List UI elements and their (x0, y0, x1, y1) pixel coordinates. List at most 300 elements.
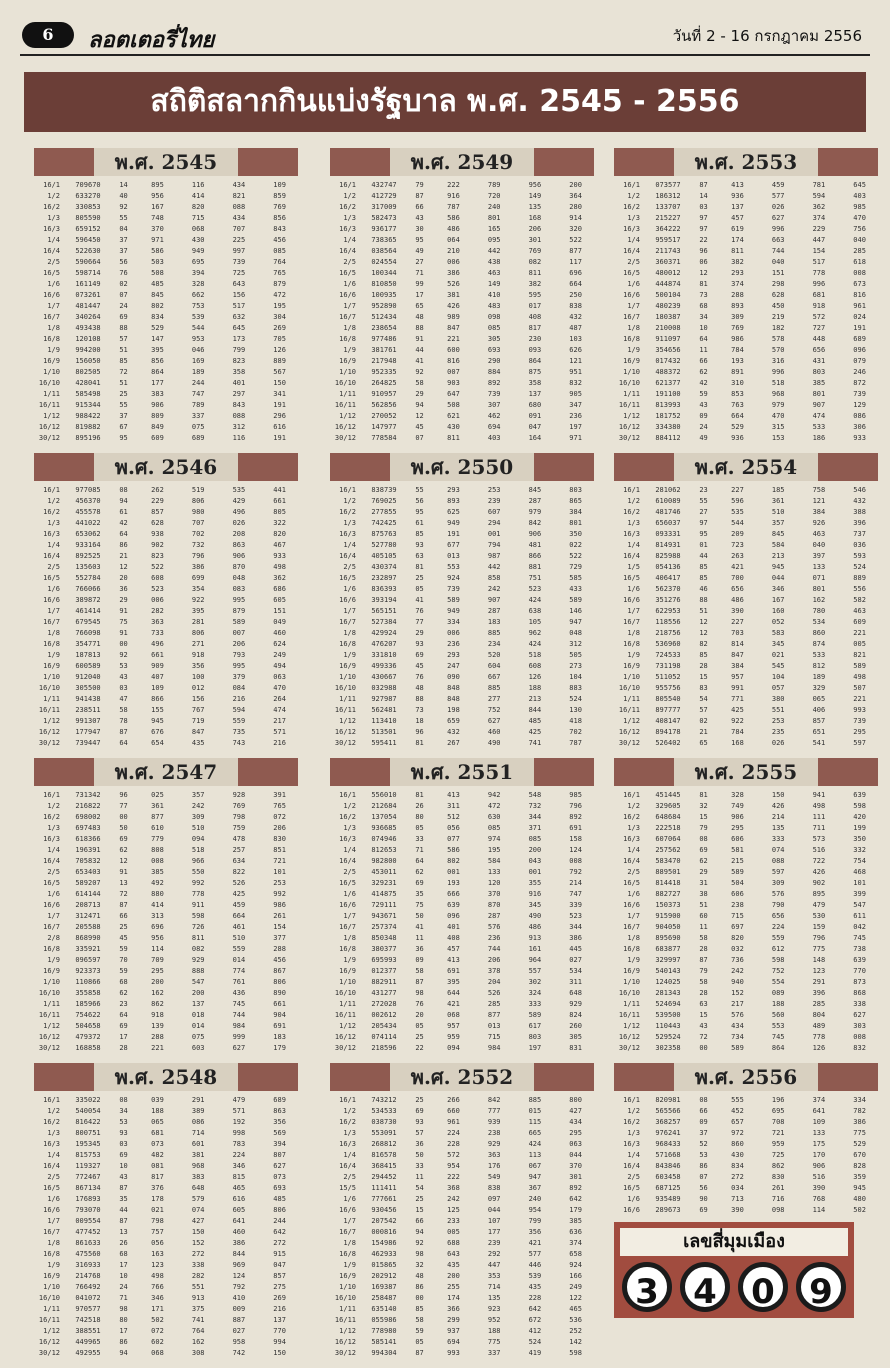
two-digit-cell: 32 (415, 1260, 424, 1269)
three-digit-front-2-cell: 156 (191, 694, 205, 703)
two-digit-cell: 57 (415, 1128, 424, 1137)
three-digit-back-2-cell: 624 (273, 639, 286, 648)
three-digit-back-2-cell: 359 (853, 1172, 866, 1181)
table-row (32, 572, 300, 583)
table-row (328, 1105, 596, 1116)
draw-date-cell: 1/9 (343, 345, 356, 354)
two-digit-cell: 98 (415, 988, 424, 997)
first-prize-cell: 565151 (371, 606, 397, 615)
three-digit-front-1-cell: 385 (151, 867, 164, 876)
three-digit-back-1-cell: 460 (232, 1227, 246, 1236)
three-digit-front-1-cell: 414 (151, 900, 164, 909)
three-digit-back-1-cell: 732 (528, 801, 542, 810)
three-digit-back-1-cell: 641 (812, 1106, 826, 1115)
table-row (328, 671, 596, 682)
three-digit-back-2-cell: 873 (853, 977, 866, 986)
draw-date-cell: 30/12 (38, 1043, 60, 1052)
two-digit-cell: 91 (119, 606, 128, 615)
three-digit-back-1-cell: 192 (232, 1117, 246, 1126)
three-digit-back-1-cell: 213 (528, 694, 542, 703)
draw-date-cell: 16/11 (618, 705, 640, 714)
three-digit-back-1-cell: 969 (232, 1260, 246, 1269)
three-digit-front-2-cell: 789 (487, 180, 501, 189)
draw-date-cell: 2/5 (47, 257, 60, 266)
two-digit-cell: 11 (415, 1172, 424, 1181)
three-digit-back-2-cell: 362 (273, 573, 286, 582)
first-prize-cell: 329231 (371, 878, 397, 887)
three-digit-front-1-cell: 691 (447, 966, 460, 975)
three-digit-back-1-cell: 200 (528, 845, 542, 854)
three-digit-back-1-cell: 173 (232, 334, 246, 343)
draw-date-cell: 16/5 (339, 573, 356, 582)
draw-date-cell: 1/11 (43, 389, 60, 398)
three-digit-back-2-cell: 821 (853, 650, 866, 659)
two-digit-cell: 49 (699, 433, 708, 442)
two-digit-cell: 68 (119, 1249, 128, 1258)
draw-date-cell: 1/12 (339, 1021, 356, 1030)
three-digit-back-2-cell: 403 (853, 191, 866, 200)
first-prize-cell: 205434 (371, 1021, 397, 1030)
three-digit-front-2-cell: 026 (771, 738, 785, 747)
three-digit-back-1-cell: 895 (812, 889, 826, 898)
first-prize-cell: 218596 (371, 1043, 397, 1052)
three-digit-back-1-cell: 739 (232, 257, 246, 266)
draw-date-cell: 1/2 (627, 1106, 640, 1115)
three-digit-front-2-cell: 305 (487, 334, 501, 343)
three-digit-back-1-cell: 879 (232, 606, 246, 615)
draw-date-cell: 1/12 (339, 716, 356, 725)
draw-date-cell: 16/8 (43, 334, 60, 343)
draw-date-cell: 2/5 (343, 257, 356, 266)
three-digit-front-2-cell: 395 (191, 606, 205, 615)
table-row (612, 899, 880, 910)
three-digit-back-1-cell: 197 (528, 1043, 542, 1052)
three-digit-back-1-cell: 783 (232, 1139, 246, 1148)
table-row (612, 1182, 880, 1193)
publication-name: ลอตเตอรี่ไทย (88, 27, 215, 53)
draw-date-cell: 1/11 (339, 694, 356, 703)
three-digit-back-2-cell: 661 (273, 496, 286, 505)
three-digit-back-2-cell: 883 (569, 683, 582, 692)
three-digit-back-1-cell: 526 (232, 878, 246, 887)
year-heading-band (34, 148, 298, 176)
three-digit-front-1-cell: 864 (151, 367, 164, 376)
three-digit-back-2-cell: 073 (273, 1172, 286, 1181)
draw-date-cell: 1/8 (47, 628, 60, 637)
three-digit-front-1-cell: 346 (151, 1293, 164, 1302)
three-digit-front-2-cell: 806 (191, 496, 205, 505)
three-digit-back-2-cell: 627 (853, 1010, 866, 1019)
two-digit-cell: 00 (119, 639, 128, 648)
three-digit-front-2-cell: 298 (771, 279, 785, 288)
three-digit-back-2-cell: 642 (569, 1194, 582, 1203)
three-digit-back-1-cell: 116 (232, 433, 246, 442)
three-digit-front-2-cell: 427 (191, 1216, 205, 1225)
two-digit-cell: 51 (119, 345, 128, 354)
three-digit-back-2-cell: 101 (853, 878, 866, 887)
table-row (32, 1303, 300, 1314)
three-digit-back-1-cell: 616 (232, 1194, 246, 1203)
first-prize-cell: 389872 (75, 595, 101, 604)
three-digit-front-1-cell: 660 (447, 1106, 460, 1115)
three-digit-front-1-cell: 902 (151, 540, 164, 549)
first-prize-cell: 430667 (371, 672, 397, 681)
three-digit-back-1-cell: 857 (812, 716, 826, 725)
three-digit-front-1-cell: 221 (447, 334, 460, 343)
three-digit-front-1-cell: 866 (151, 694, 164, 703)
draw-date-cell: 16/4 (339, 1161, 356, 1170)
table-row (328, 344, 596, 355)
three-digit-front-1-cell: 390 (731, 1205, 744, 1214)
three-digit-back-1-cell: 995 (232, 595, 246, 604)
three-digit-front-1-cell: 715 (731, 911, 744, 920)
first-prize-cell: 150373 (655, 900, 681, 909)
three-digit-front-1-cell: 008 (151, 856, 164, 865)
three-digit-back-1-cell: 091 (528, 411, 542, 420)
two-digit-cell: 29 (415, 628, 424, 637)
three-digit-back-1-cell: 189 (812, 672, 826, 681)
table-row (328, 179, 596, 190)
three-digit-back-2-cell: 042 (853, 922, 866, 931)
two-digit-cell: 62 (119, 988, 128, 997)
three-digit-front-2-cell: 767 (191, 705, 205, 714)
three-digit-back-2-cell: 085 (273, 246, 286, 255)
three-digit-back-2-cell: 272 (273, 1238, 286, 1247)
three-digit-front-2-cell: 775 (487, 1337, 501, 1346)
two-digit-cell: 35 (415, 889, 424, 898)
first-prize-cell: 895690 (655, 933, 681, 942)
table-row (612, 1160, 880, 1171)
three-digit-back-1-cell: 436 (232, 988, 246, 997)
three-digit-back-1-cell: 817 (528, 323, 542, 332)
first-prize-cell: 215227 (655, 213, 681, 222)
first-prize-cell: 923373 (75, 966, 101, 975)
three-digit-back-2-cell: 738 (853, 944, 866, 953)
three-digit-front-1-cell: 522 (151, 562, 164, 571)
three-digit-back-1-cell: 926 (812, 518, 826, 527)
three-digit-back-1-cell: 844 (528, 705, 542, 714)
three-digit-back-2-cell: 008 (853, 1032, 866, 1041)
table-row (328, 877, 596, 888)
three-digit-back-1-cell: 572 (812, 312, 826, 321)
three-digit-front-2-cell: 483 (487, 301, 501, 310)
three-digit-front-1-cell: 860 (731, 1139, 744, 1148)
three-digit-front-1-cell: 600 (447, 345, 460, 354)
three-digit-back-2-cell: 005 (853, 639, 866, 648)
three-digit-back-1-cell: 358 (528, 378, 542, 387)
first-prize-cell: 772467 (75, 1172, 101, 1181)
year-heading-band (34, 1063, 298, 1091)
two-digit-cell: 75 (119, 617, 128, 626)
two-digit-cell: 69 (415, 650, 424, 659)
three-digit-front-1-cell: 606 (731, 834, 744, 843)
draw-date-cell: 16/9 (339, 1271, 356, 1280)
three-digit-front-2-cell: 559 (771, 933, 785, 942)
three-digit-back-2-cell: 536 (569, 1315, 582, 1324)
three-digit-back-1-cell: 535 (232, 485, 246, 494)
first-prize-cell: 941438 (75, 694, 101, 703)
three-digit-front-2-cell: 337 (487, 1348, 501, 1357)
two-digit-cell: 58 (699, 933, 708, 942)
draw-date-cell: 1/6 (343, 584, 356, 593)
three-digit-front-1-cell: 227 (731, 485, 744, 494)
table-row (328, 943, 596, 954)
first-prize-cell: 653403 (75, 867, 101, 876)
three-digit-back-2-cell: 472 (273, 290, 286, 299)
first-prize-cell: 635140 (371, 1304, 397, 1313)
three-digit-front-2-cell: 370 (487, 889, 501, 898)
draw-date-cell: 16/3 (339, 1139, 356, 1148)
two-digit-cell: 60 (699, 911, 708, 920)
draw-date-cell: 1/2 (627, 496, 640, 505)
three-digit-front-2-cell: 040 (771, 257, 785, 266)
three-digit-back-2-cell: 636 (569, 1227, 582, 1236)
table-row (612, 495, 880, 506)
first-prize-cell: 270052 (371, 411, 397, 420)
three-digit-back-2-cell: 470 (853, 213, 866, 222)
three-digit-back-1-cell: 424 (528, 639, 542, 648)
three-digit-back-1-cell: 148 (812, 955, 826, 964)
two-digit-cell: 51 (119, 378, 128, 387)
three-digit-front-1-cell: 395 (151, 345, 164, 354)
three-digit-back-2-cell: 394 (273, 1139, 286, 1148)
two-digit-cell: 77 (119, 801, 128, 810)
two-digit-cell: 20 (119, 573, 128, 582)
three-digit-front-2-cell: 167 (771, 595, 785, 604)
three-digit-back-2-cell: 933 (273, 551, 286, 560)
draw-date-cell: 16/11 (38, 1010, 60, 1019)
three-digit-back-1-cell: 465 (232, 1183, 246, 1192)
three-digit-front-1-cell: 971 (151, 235, 164, 244)
table-row (328, 1248, 596, 1259)
three-digit-front-2-cell: 570 (771, 345, 785, 354)
three-digit-front-1-cell: 512 (447, 812, 460, 821)
three-digit-front-1-cell: 408 (447, 933, 460, 942)
first-prize-cell: 331810 (371, 650, 397, 659)
three-digit-back-2-cell: 305 (569, 1032, 582, 1041)
three-digit-back-2-cell: 721 (273, 856, 286, 865)
draw-date-cell: 16/2 (339, 507, 356, 516)
two-digit-cell: 02 (119, 279, 128, 288)
draw-date-cell: 16/12 (334, 422, 356, 431)
first-prize-cell: 431277 (371, 988, 397, 997)
draw-date-cell: 1/11 (43, 1304, 60, 1313)
three-digit-back-1-cell: 885 (528, 1095, 542, 1104)
draw-date-cell: 16/8 (339, 639, 356, 648)
three-digit-front-1-cell: 954 (447, 1161, 460, 1170)
three-digit-front-1-cell: 457 (447, 944, 460, 953)
three-digit-front-1-cell: 694 (447, 1337, 460, 1346)
two-digit-cell: 62 (415, 867, 424, 876)
first-prize-cell: 024554 (371, 257, 397, 266)
draw-date-cell: 1/8 (47, 323, 60, 332)
draw-date-cell: 16/5 (339, 268, 356, 277)
table-row (32, 311, 300, 322)
three-digit-back-1-cell: 571 (232, 1106, 246, 1115)
first-prize-cell: 268812 (371, 1139, 397, 1148)
three-digit-front-2-cell: 551 (771, 705, 785, 714)
three-digit-front-1-cell: 802 (447, 856, 460, 865)
draw-date-cell: 16/11 (334, 1010, 356, 1019)
three-digit-back-2-cell: 341 (273, 389, 286, 398)
three-digit-front-2-cell: 752 (771, 966, 785, 975)
table-row (612, 333, 880, 344)
three-digit-back-2-cell: 805 (273, 507, 286, 516)
two-digit-cell: 28 (699, 661, 708, 670)
two-digit-cell: 58 (119, 705, 128, 714)
first-prize-cell: 264825 (371, 378, 397, 387)
three-digit-front-2-cell: 549 (487, 1172, 501, 1181)
year-heading-band (614, 453, 878, 481)
table-row (612, 377, 880, 388)
three-digit-front-2-cell: 984 (487, 1043, 501, 1052)
two-digit-cell: 85 (415, 1304, 424, 1313)
two-digit-cell: 64 (119, 738, 128, 747)
table-row (612, 366, 880, 377)
four-corners-title: เลขสี่มุมเมือง (620, 1228, 848, 1256)
three-digit-front-1-cell: 993 (447, 1348, 460, 1357)
draw-date-cell: 16/10 (38, 1293, 60, 1302)
three-digit-back-1-cell: 486 (528, 922, 542, 931)
three-digit-front-2-cell: 086 (191, 1117, 205, 1126)
table-row (32, 300, 300, 311)
first-prize-cell: 952890 (371, 301, 397, 310)
three-digit-back-2-cell: 427 (569, 1106, 582, 1115)
two-digit-cell: 95 (415, 235, 424, 244)
three-digit-back-1-cell: 874 (812, 639, 826, 648)
first-prize-cell: 329605 (655, 801, 681, 810)
three-digit-front-1-cell: 628 (151, 518, 164, 527)
three-digit-back-2-cell: 264 (273, 694, 286, 703)
three-digit-front-1-cell: 817 (151, 1172, 164, 1181)
three-digit-front-2-cell: 714 (191, 1128, 205, 1137)
first-prize-cell: 911097 (655, 334, 681, 343)
three-digit-front-1-cell: 877 (151, 812, 164, 821)
three-digit-back-1-cell: 168 (528, 213, 542, 222)
draw-date-cell: 1/8 (343, 323, 356, 332)
table-row (328, 212, 596, 223)
three-digit-back-2-cell: 816 (853, 290, 866, 299)
three-digit-back-2-cell: 994 (273, 1337, 286, 1346)
table-row (328, 1281, 596, 1292)
three-digit-back-1-cell: 027 (232, 1326, 246, 1335)
first-prize-cell: 583470 (655, 856, 681, 865)
table-row (612, 649, 880, 660)
table-row (32, 550, 300, 561)
two-digit-cell: 37 (699, 1128, 708, 1137)
first-prize-cell: 355858 (75, 988, 101, 997)
first-prize-cell: 351276 (655, 595, 681, 604)
draw-date-cell: 16/11 (334, 400, 356, 409)
three-digit-back-1-cell: 875 (528, 367, 542, 376)
two-digit-cell: 12 (699, 628, 708, 637)
three-digit-back-1-cell: 769 (528, 246, 542, 255)
draw-date-cell: 16/5 (339, 878, 356, 887)
draw-date-cell: 16/5 (43, 268, 60, 277)
results-table (328, 484, 596, 748)
three-digit-back-2-cell: 008 (853, 268, 866, 277)
table-row (612, 877, 880, 888)
first-prize-cell: 936685 (371, 823, 397, 832)
draw-date-cell: 1/4 (343, 540, 356, 549)
two-digit-cell: 37 (119, 235, 128, 244)
three-digit-front-1-cell: 293 (731, 268, 744, 277)
first-prize-cell: 511052 (655, 672, 681, 681)
two-digit-cell: 55 (699, 496, 708, 505)
three-digit-back-1-cell: 463 (812, 529, 826, 538)
three-digit-back-2-cell: 820 (273, 529, 286, 538)
two-digit-cell: 48 (415, 312, 424, 321)
two-digit-cell: 28 (699, 988, 708, 997)
draw-date-cell: 16/12 (618, 1032, 640, 1041)
three-digit-back-2-cell: 800 (569, 1095, 582, 1104)
two-digit-cell: 21 (119, 551, 128, 560)
two-digit-cell: 87 (119, 1183, 128, 1192)
three-digit-back-1-cell: 287 (528, 496, 542, 505)
three-digit-back-2-cell: 339 (569, 900, 582, 909)
three-digit-back-1-cell: 796 (812, 933, 826, 942)
three-digit-front-1-cell: 228 (447, 1139, 460, 1148)
three-digit-back-1-cell: 481 (528, 540, 542, 549)
three-digit-front-2-cell: 309 (191, 812, 205, 821)
three-digit-front-1-cell: 096 (447, 911, 460, 920)
table-row (328, 855, 596, 866)
three-digit-front-2-cell: 845 (771, 529, 785, 538)
table-row (32, 921, 300, 932)
three-digit-front-1-cell: 413 (447, 790, 460, 799)
three-digit-back-2-cell: 765 (273, 801, 286, 810)
three-digit-back-1-cell: 154 (812, 246, 826, 255)
table-row (328, 987, 596, 998)
two-digit-cell: 03 (119, 683, 128, 692)
first-prize-cell: 742518 (75, 1315, 101, 1324)
draw-date-cell: 1/6 (47, 889, 60, 898)
three-digit-back-1-cell: 312 (232, 422, 246, 431)
first-prize-cell: 930456 (371, 1205, 397, 1214)
three-digit-back-1-cell: 344 (528, 812, 542, 821)
year-heading: พ.ศ. 2546 (94, 453, 238, 481)
three-digit-back-1-cell: 401 (232, 378, 246, 387)
three-digit-front-2-cell: 394 (191, 268, 205, 277)
three-digit-front-1-cell: 906 (151, 400, 164, 409)
draw-date-cell: 1/8 (47, 1238, 60, 1247)
three-digit-front-1-cell: 654 (151, 738, 164, 747)
three-digit-front-1-cell: 972 (731, 1128, 744, 1137)
first-prize-cell: 380377 (371, 944, 397, 953)
three-digit-front-2-cell: 353 (487, 1271, 501, 1280)
two-digit-cell: 25 (415, 1194, 424, 1203)
first-prize-cell: 000816 (371, 1227, 397, 1236)
table-row (612, 179, 880, 190)
table-row (328, 1193, 596, 1204)
first-prize-cell: 731198 (655, 661, 681, 670)
three-digit-front-2-cell: 188 (487, 1326, 501, 1335)
three-digit-back-1-cell: 672 (528, 1315, 542, 1324)
table-row (32, 506, 300, 517)
three-digit-back-1-cell: 516 (812, 1172, 826, 1181)
first-prize-cell: 364222 (655, 224, 681, 233)
first-prize-cell: 812653 (371, 845, 397, 854)
three-digit-front-1-cell: 163 (151, 1249, 164, 1258)
three-digit-back-1-cell: 007 (232, 628, 246, 637)
three-digit-front-1-cell: 295 (151, 966, 164, 975)
three-digit-front-2-cell: 714 (487, 1282, 501, 1291)
three-digit-back-2-cell: 470 (273, 683, 286, 692)
three-digit-front-2-cell: 726 (191, 922, 205, 931)
three-digit-front-2-cell: 598 (191, 911, 205, 920)
draw-date-cell: 16/7 (43, 312, 60, 321)
first-prize-cell: 867134 (75, 1183, 101, 1192)
